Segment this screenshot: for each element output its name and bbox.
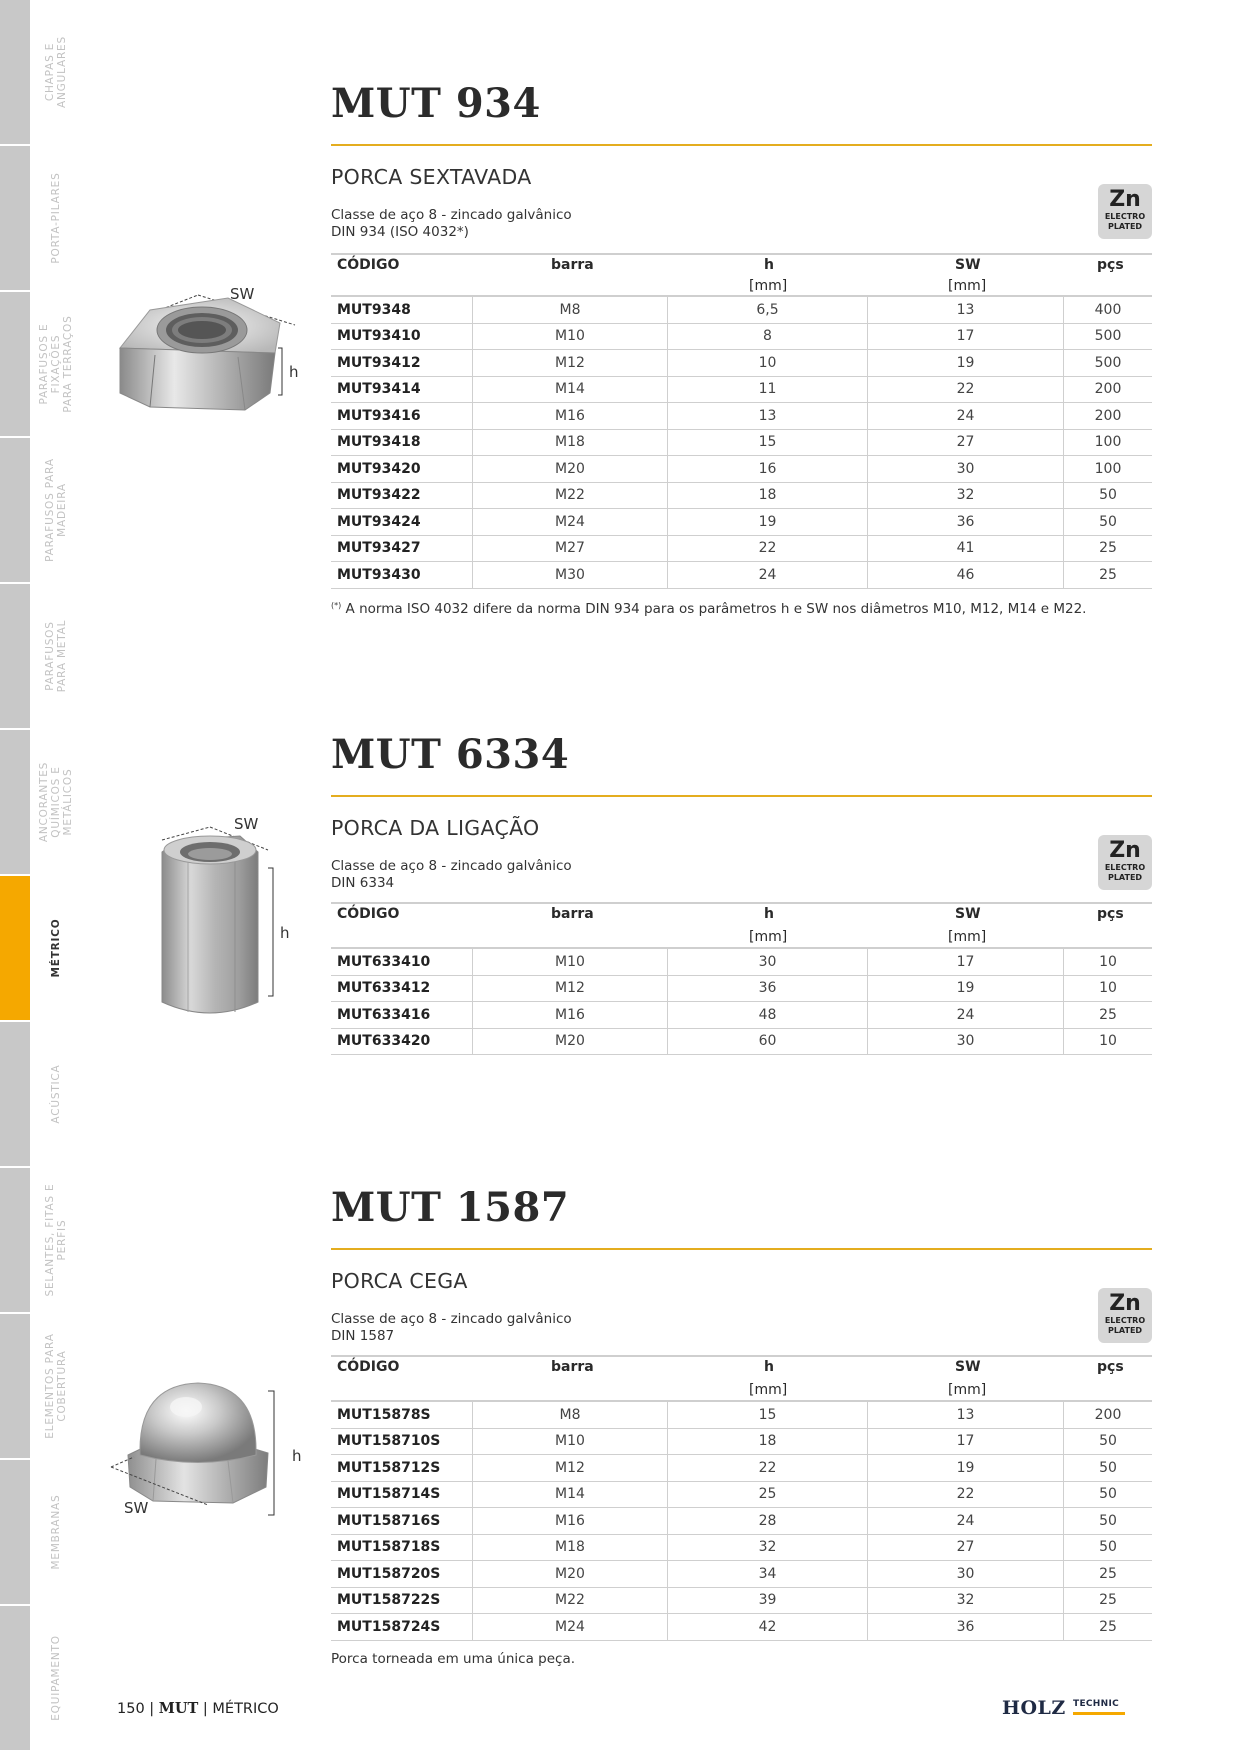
cell-codigo: MUT15878S (331, 1402, 473, 1428)
sidebar-label: EQUIPAMENTO (50, 1635, 62, 1721)
coupling-nut-image (150, 812, 310, 1027)
dim-label-sw: SW (234, 815, 259, 833)
cell-codigo: MUT158710S (331, 1429, 473, 1455)
sidebar-tab-parafusos-madeira[interactable] (0, 438, 30, 582)
cell-pcs: 25 (1099, 540, 1117, 557)
sidebar-label: CHAPAS E ANGULARES (44, 36, 68, 108)
cell-sw: 30 (868, 456, 1064, 482)
table-row (331, 403, 1152, 430)
cell-barra: M30 (473, 562, 668, 588)
header-h: h (764, 906, 774, 922)
hex-nut-image (110, 283, 310, 433)
cell-sw: 41 (868, 536, 1064, 562)
cell-sw: 19 (868, 976, 1064, 1002)
cell-codigo: MUT158714S (331, 1482, 473, 1508)
cell-pcs: 200 (1094, 407, 1122, 424)
cell-h: 48 (668, 1002, 868, 1028)
cell-codigo: MUT158720S (331, 1561, 473, 1587)
cell-h: 16 (668, 456, 868, 482)
sidebar-nav (0, 0, 74, 1754)
cell-sw: 24 (868, 1508, 1064, 1534)
brand-name: HOLZ (1002, 1697, 1066, 1719)
description-line: DIN 934 (ISO 4032*) (331, 224, 469, 240)
cell-h: 10 (668, 350, 868, 376)
header-pcs: pçs (1097, 1359, 1124, 1375)
cell-barra: M14 (473, 1482, 668, 1508)
section-title: MUT 6334 (331, 731, 570, 778)
sidebar-tab-cobertura[interactable] (0, 1314, 30, 1458)
cap-nut-image (108, 1375, 308, 1525)
cell-sw: 19 (868, 1455, 1064, 1481)
spec-table-mut1587 (331, 1355, 1152, 1641)
cell-barra: M10 (473, 1429, 668, 1455)
footnote: Porca torneada em uma única peça. (331, 1651, 576, 1667)
divider (331, 144, 1152, 146)
section-subtitle: PORCA DA LIGAÇÃO (331, 816, 540, 840)
sidebar-tab-equipamento[interactable] (0, 1606, 30, 1750)
cell-sw: 30 (868, 1029, 1064, 1055)
brand-accent-bar (1073, 1712, 1125, 1715)
cell-codigo: MUT633416 (331, 1002, 473, 1028)
cell-codigo: MUT633412 (331, 976, 473, 1002)
header-sw-unit: [mm] (948, 278, 987, 294)
table-row (331, 1535, 1152, 1562)
cell-h: 32 (668, 1535, 868, 1561)
cell-barra: M14 (473, 377, 668, 403)
cell-pcs: 50 (1099, 487, 1117, 504)
section-subtitle: PORCA SEXTAVADA (331, 165, 532, 189)
footnote-text: A norma ISO 4032 difere da norma DIN 934 para os parâmetros h e SW nos diâmetros M10, M12, M14 e M22. (341, 601, 1087, 617)
table-row (331, 1029, 1152, 1056)
cell-codigo: MUT633410 (331, 949, 473, 975)
spec-table-mut934 (331, 253, 1152, 589)
cell-sw: 17 (868, 1429, 1064, 1455)
cell-codigo: MUT93416 (331, 403, 473, 429)
header-sw: SW (955, 906, 981, 922)
cell-barra: M10 (473, 324, 668, 350)
sidebar-label: PARAFUSOS PARA METAL (44, 619, 68, 693)
cell-pcs: 25 (1099, 1618, 1117, 1635)
table-header (331, 902, 1152, 949)
section-description (331, 207, 572, 241)
cell-codigo: MUT93430 (331, 562, 473, 588)
cell-codigo: MUT158722S (331, 1588, 473, 1614)
cell-pcs: 200 (1094, 381, 1122, 398)
table-body (331, 949, 1152, 1055)
sidebar-label: ELEMENTOS PARA COBERTURA (44, 1333, 68, 1439)
cell-pcs: 25 (1099, 1565, 1117, 1582)
cell-pcs: 25 (1099, 566, 1117, 583)
cell-codigo: MUT158716S (331, 1508, 473, 1534)
table-row (331, 483, 1152, 510)
cell-barra: M8 (473, 1402, 668, 1428)
brand-logo (1002, 1697, 1132, 1727)
table-row (331, 536, 1152, 563)
header-barra: barra (551, 257, 594, 273)
cell-codigo: MUT93418 (331, 430, 473, 456)
description-line: Classe de aço 8 - zincado galvânico (331, 858, 572, 874)
cell-pcs: 50 (1099, 1433, 1117, 1450)
table-body (331, 1402, 1152, 1641)
cell-pcs: 10 (1099, 953, 1117, 970)
cell-codigo: MUT9348 (331, 297, 473, 323)
header-codigo: CÓDIGO (337, 1359, 400, 1375)
cell-sw: 19 (868, 350, 1064, 376)
table-row (331, 1508, 1152, 1535)
header-h-unit: [mm] (749, 929, 788, 945)
header-pcs: pçs (1097, 906, 1124, 922)
table-row (331, 562, 1152, 589)
table-body (331, 297, 1152, 589)
table-header (331, 253, 1152, 297)
sidebar-label: ANCORANTES QUÍMICOS E METÁLICOS (38, 761, 74, 843)
header-h: h (764, 1359, 774, 1375)
cell-sw: 27 (868, 1535, 1064, 1561)
cell-sw: 27 (868, 430, 1064, 456)
dim-label-h: h (280, 924, 290, 942)
cell-sw: 22 (868, 377, 1064, 403)
footnote-mark: (*) (331, 601, 342, 610)
section-description (331, 858, 572, 892)
dim-label-h: h (289, 363, 299, 381)
table-row (331, 1614, 1152, 1641)
footer-separator: | (144, 1701, 159, 1717)
sidebar-tab-ancorantes[interactable] (0, 730, 30, 874)
cell-h: 42 (668, 1614, 868, 1640)
cell-barra: M27 (473, 536, 668, 562)
sidebar-label-active: MÉTRICO (50, 918, 62, 978)
badge-line: PLATED (1107, 222, 1143, 231)
table-row (331, 430, 1152, 457)
description-line: DIN 1587 (331, 1328, 395, 1344)
cell-codigo: MUT93424 (331, 509, 473, 535)
table-row (331, 976, 1152, 1003)
table-row (331, 324, 1152, 351)
footer-separator: | (198, 1701, 213, 1717)
header-sw: SW (955, 257, 981, 273)
badge-main: Zn (1109, 838, 1141, 863)
header-barra: barra (551, 906, 594, 922)
table-row (331, 949, 1152, 976)
cell-barra: M12 (473, 1455, 668, 1481)
badge-main: Zn (1109, 1291, 1141, 1316)
header-h-unit: [mm] (749, 1382, 788, 1398)
cell-barra: M16 (473, 1508, 668, 1534)
cell-barra: M22 (473, 483, 668, 509)
cell-pcs: 25 (1099, 1592, 1117, 1609)
cell-barra: M12 (473, 350, 668, 376)
cell-pcs: 50 (1099, 513, 1117, 530)
cell-h: 34 (668, 1561, 868, 1587)
table-row (331, 350, 1152, 377)
cell-pcs: 400 (1094, 301, 1122, 318)
zn-electroplated-badge (1098, 184, 1152, 239)
cell-barra: M18 (473, 1535, 668, 1561)
cell-sw: 13 (868, 1402, 1064, 1428)
cell-barra: M8 (473, 297, 668, 323)
section-title: MUT 1587 (331, 1184, 570, 1231)
header-h-unit: [mm] (749, 278, 788, 294)
cell-sw: 24 (868, 1002, 1064, 1028)
cell-h: 15 (668, 430, 868, 456)
zn-electroplated-badge (1098, 835, 1152, 890)
footer-category: MÉTRICO (212, 1701, 279, 1717)
cell-pcs: 200 (1094, 1406, 1122, 1423)
cell-h: 25 (668, 1482, 868, 1508)
zn-electroplated-badge (1098, 1288, 1152, 1343)
sidebar-label: PARAFUSOS PARA MADEIRA (44, 458, 68, 562)
cell-sw: 36 (868, 1614, 1064, 1640)
badge-line: ELECTRO (1104, 863, 1146, 872)
sidebar-tab-chapas[interactable] (0, 0, 30, 144)
cell-pcs: 25 (1099, 1006, 1117, 1023)
cell-sw: 22 (868, 1482, 1064, 1508)
cell-h: 39 (668, 1588, 868, 1614)
cell-h: 22 (668, 536, 868, 562)
sidebar-tab-selantes[interactable] (0, 1168, 30, 1312)
badge-line: ELECTRO (1104, 1316, 1146, 1325)
table-header (331, 1355, 1152, 1402)
cell-h: 18 (668, 483, 868, 509)
cell-codigo: MUT158712S (331, 1455, 473, 1481)
footer-code: MUT (158, 1700, 199, 1717)
cell-pcs: 10 (1099, 980, 1117, 997)
header-h: h (764, 257, 774, 273)
table-row (331, 377, 1152, 404)
cell-barra: M24 (473, 1614, 668, 1640)
sidebar-label: MEMBRANAS (50, 1494, 62, 1570)
cell-h: 18 (668, 1429, 868, 1455)
brand-sub: TECHNIC (1073, 1699, 1120, 1709)
sidebar-tab-metrico[interactable] (0, 876, 30, 1020)
header-codigo: CÓDIGO (337, 906, 400, 922)
cell-codigo: MUT93422 (331, 483, 473, 509)
footnote (331, 601, 1086, 617)
header-sw-unit: [mm] (948, 929, 987, 945)
header-barra: barra (551, 1359, 594, 1375)
badge-line: PLATED (1107, 873, 1143, 882)
table-row (331, 509, 1152, 536)
description-line: DIN 6334 (331, 875, 395, 891)
table-row (331, 1455, 1152, 1482)
cell-sw: 30 (868, 1561, 1064, 1587)
cell-codigo: MUT93427 (331, 536, 473, 562)
cell-barra: M18 (473, 430, 668, 456)
dim-label-h: h (292, 1447, 302, 1465)
cell-h: 6,5 (668, 297, 868, 323)
table-row (331, 1002, 1152, 1029)
header-codigo: CÓDIGO (337, 257, 400, 273)
cell-sw: 36 (868, 509, 1064, 535)
cell-barra: M22 (473, 1588, 668, 1614)
sidebar-label: ACÚSTICA (50, 1064, 62, 1124)
cell-codigo: MUT158724S (331, 1614, 473, 1640)
cell-codigo: MUT633420 (331, 1029, 473, 1055)
cell-pcs: 50 (1099, 1512, 1117, 1529)
badge-main: Zn (1109, 187, 1141, 212)
header-pcs: pçs (1097, 257, 1124, 273)
cell-sw: 17 (868, 324, 1064, 350)
cell-h: 60 (668, 1029, 868, 1055)
dim-label-sw: SW (230, 285, 255, 303)
sidebar-tab-membranas[interactable] (0, 1460, 30, 1604)
header-sw: SW (955, 1359, 981, 1375)
cell-h: 24 (668, 562, 868, 588)
cell-h: 19 (668, 509, 868, 535)
description-line: Classe de aço 8 - zincado galvânico (331, 207, 572, 223)
cell-barra: M20 (473, 456, 668, 482)
sidebar-tab-parafusos-terracos[interactable] (0, 292, 30, 436)
spec-table-mut6334 (331, 902, 1152, 1055)
cell-pcs: 500 (1094, 354, 1122, 371)
cell-pcs: 10 (1099, 1033, 1117, 1050)
cell-sw: 17 (868, 949, 1064, 975)
cell-h: 28 (668, 1508, 868, 1534)
cell-barra: M16 (473, 403, 668, 429)
cell-codigo: MUT93420 (331, 456, 473, 482)
cell-h: 8 (668, 324, 868, 350)
cell-h: 15 (668, 1402, 868, 1428)
cell-sw: 46 (868, 562, 1064, 588)
cell-h: 36 (668, 976, 868, 1002)
cell-pcs: 500 (1094, 328, 1122, 345)
divider (331, 795, 1152, 797)
table-row (331, 1561, 1152, 1588)
table-row (331, 1402, 1152, 1429)
sidebar-label: PORTA-PILARES (50, 172, 62, 264)
section-title: MUT 934 (331, 80, 541, 127)
cell-codigo: MUT93414 (331, 377, 473, 403)
dim-label-sw: SW (124, 1499, 149, 1517)
cell-codigo: MUT93410 (331, 324, 473, 350)
cell-barra: M10 (473, 949, 668, 975)
cell-h: 11 (668, 377, 868, 403)
description-line: Classe de aço 8 - zincado galvânico (331, 1311, 572, 1327)
cell-barra: M16 (473, 1002, 668, 1028)
cell-h: 13 (668, 403, 868, 429)
table-row (331, 297, 1152, 324)
page-number: 150 (117, 1701, 145, 1717)
badge-line: ELECTRO (1104, 212, 1146, 221)
page-footer (117, 1700, 279, 1717)
badge-line: PLATED (1107, 1326, 1143, 1335)
cell-sw: 24 (868, 403, 1064, 429)
table-row (331, 1588, 1152, 1615)
cell-pcs: 50 (1099, 1539, 1117, 1556)
sidebar-tab-porta-pilares[interactable] (0, 146, 30, 290)
sidebar-tab-acustica[interactable] (0, 1022, 30, 1166)
cell-sw: 32 (868, 483, 1064, 509)
section-subtitle: PORCA CEGA (331, 1269, 468, 1293)
cell-pcs: 50 (1099, 1459, 1117, 1476)
table-row (331, 456, 1152, 483)
sidebar-label: PARAFUSOS E FIXAÇÕES PARA TERRAÇOS (38, 315, 74, 413)
section-description (331, 1311, 572, 1345)
cell-barra: M24 (473, 509, 668, 535)
cell-barra: M20 (473, 1561, 668, 1587)
sidebar-label: SELANTES, FITAS E PERFIS (44, 1183, 68, 1297)
divider (331, 1248, 1152, 1250)
table-row (331, 1429, 1152, 1456)
sidebar-tab-parafusos-metal[interactable] (0, 584, 30, 728)
cell-barra: M12 (473, 976, 668, 1002)
table-row (331, 1482, 1152, 1509)
cell-h: 22 (668, 1455, 868, 1481)
cell-barra: M20 (473, 1029, 668, 1055)
cell-pcs: 50 (1099, 1486, 1117, 1503)
cell-codigo: MUT93412 (331, 350, 473, 376)
cell-sw: 32 (868, 1588, 1064, 1614)
cell-codigo: MUT158718S (331, 1535, 473, 1561)
cell-sw: 13 (868, 297, 1064, 323)
cell-pcs: 100 (1094, 460, 1122, 477)
cell-pcs: 100 (1094, 434, 1122, 451)
header-sw-unit: [mm] (948, 1382, 987, 1398)
cell-h: 30 (668, 949, 868, 975)
